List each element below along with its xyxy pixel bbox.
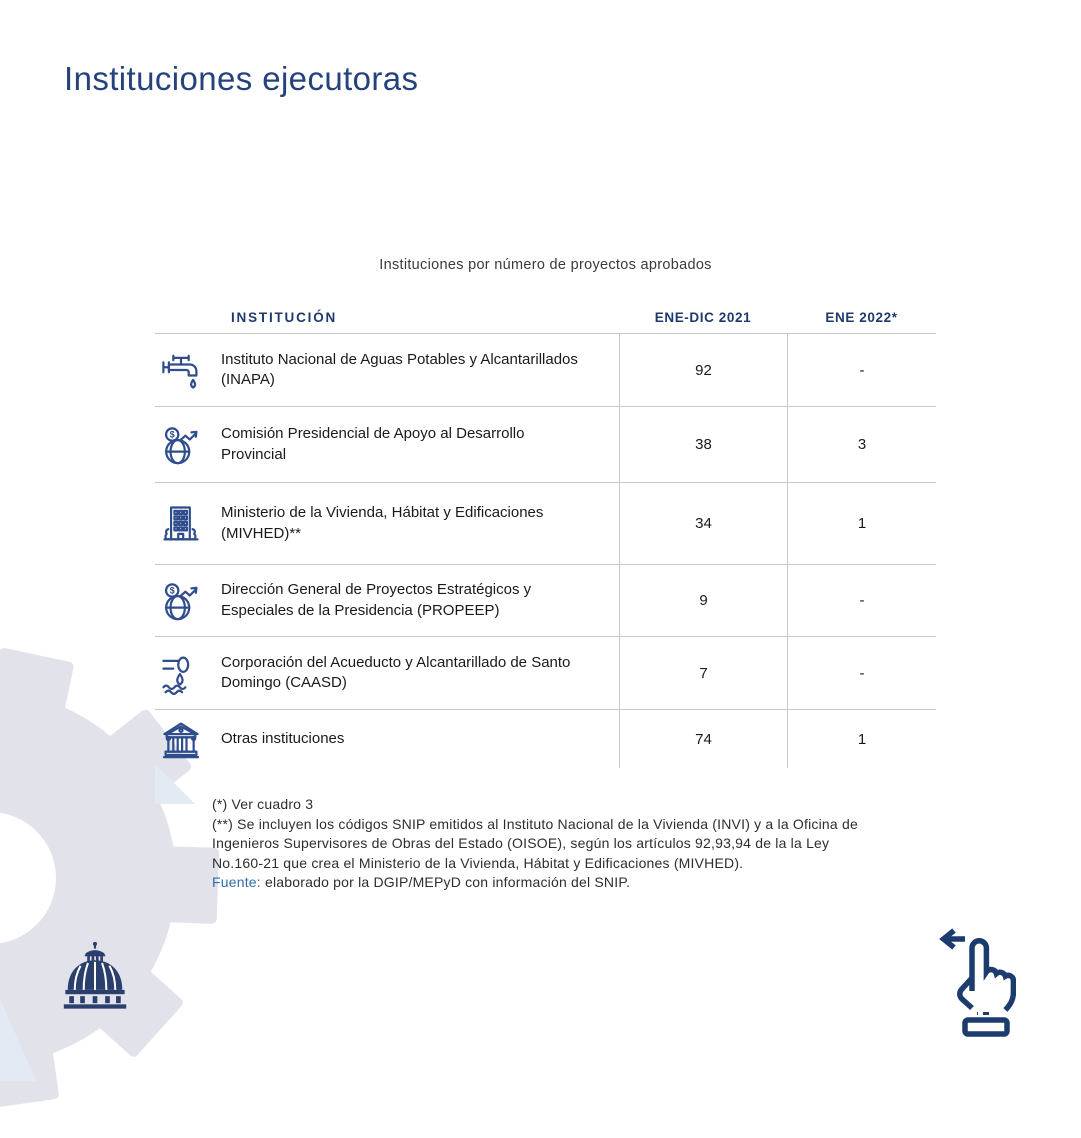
source-line bbox=[212, 873, 942, 893]
institution-cell bbox=[155, 483, 619, 564]
ministry-building-icon bbox=[159, 502, 203, 546]
value-ene-2022: 1 bbox=[787, 483, 936, 564]
column-header-institution: INSTITUCIÓN bbox=[231, 310, 338, 325]
page-title: Instituciones ejecutoras bbox=[64, 60, 419, 97]
institution-name: Instituto Nacional de Aguas Potables y Alcantarillados (INAPA) bbox=[221, 350, 578, 388]
svg-text:$: $ bbox=[169, 585, 175, 596]
institution-cell bbox=[155, 407, 619, 482]
national-palace-dome-icon bbox=[56, 941, 134, 1017]
footnote-1: (*) Ver cuadro 3 bbox=[212, 796, 314, 812]
institution-cell bbox=[155, 565, 619, 636]
institution-name: Comisión Presidencial de Apoyo al Desarrollo Provincial bbox=[221, 425, 525, 463]
institution-name: Dirección General de Proyectos Estratégicos y Especiales de la Presidencia (PROPEEP) bbox=[221, 581, 532, 619]
svg-text:$: $ bbox=[169, 429, 175, 440]
table-row bbox=[155, 482, 936, 564]
table-header-row bbox=[155, 301, 936, 334]
table-row bbox=[155, 406, 936, 482]
table-row bbox=[155, 636, 936, 709]
value-ene-2022: - bbox=[787, 334, 936, 406]
footnote-2: (**) Se incluyen los códigos SNIP emitidos al Instituto Nacional de la Vivienda (INVI) y a la Oficina de Ingenieros Supervisores de Obras del Estado (OISOE), según los artículos 92,93,94 de la la Ley No.160-21 que crea el Ministerio de la Vivienda, Hábitat y Edificaciones (MIVHED). bbox=[212, 815, 858, 871]
column-header-ene-dic-2021: ENE-DIC 2021 bbox=[654, 310, 752, 325]
institutions-table bbox=[155, 301, 936, 768]
globe-economy-icon bbox=[159, 579, 203, 623]
source-label: Fuente: bbox=[212, 874, 261, 890]
bank-building-icon bbox=[159, 717, 203, 761]
table-row bbox=[155, 709, 936, 768]
value-ene-dic-2021: 7 bbox=[619, 637, 787, 709]
institution-cell bbox=[155, 334, 619, 406]
value-ene-2022: 3 bbox=[787, 407, 936, 482]
footnotes bbox=[212, 795, 942, 893]
value-ene-dic-2021: 34 bbox=[619, 483, 787, 564]
value-ene-2022: - bbox=[787, 565, 936, 636]
source-text: elaborado por la DGIP/MEPyD con información del SNIP. bbox=[260, 874, 631, 890]
table-body bbox=[155, 334, 936, 768]
value-ene-dic-2021: 74 bbox=[619, 710, 787, 768]
institution-cell bbox=[155, 637, 619, 709]
table-row bbox=[155, 564, 936, 636]
value-ene-2022: 1 bbox=[787, 710, 936, 768]
swipe-left-hand-icon bbox=[934, 922, 1016, 1038]
institution-name: Corporación del Acueducto y Alcantarillado de Santo Domingo (CAASD) bbox=[221, 653, 571, 691]
water-pipe-icon bbox=[159, 651, 203, 695]
institution-name: Otras instituciones bbox=[221, 729, 345, 747]
column-header-ene-2022: ENE 2022* bbox=[825, 310, 898, 325]
value-ene-dic-2021: 92 bbox=[619, 334, 787, 406]
value-ene-dic-2021: 9 bbox=[619, 565, 787, 636]
value-ene-dic-2021: 38 bbox=[619, 407, 787, 482]
institution-name: Ministerio de la Vivienda, Hábitat y Edificaciones (MIVHED)** bbox=[221, 504, 544, 542]
table-row bbox=[155, 334, 936, 406]
faucet-icon bbox=[159, 348, 203, 392]
value-ene-2022: - bbox=[787, 637, 936, 709]
institution-cell bbox=[155, 710, 619, 768]
table-title: Instituciones por número de proyectos aprobados bbox=[379, 257, 712, 273]
globe-economy-icon bbox=[159, 423, 203, 467]
